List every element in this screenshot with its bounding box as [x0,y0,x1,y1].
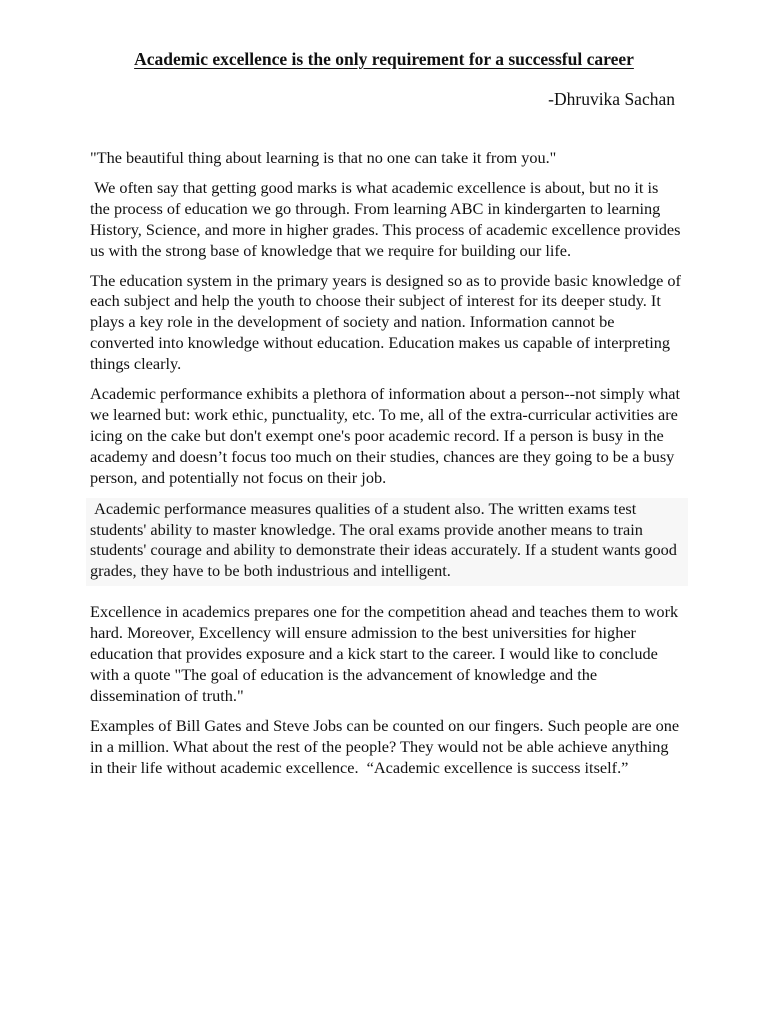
opening-quote: "The beautiful thing about learning is that no one can take it from you." [90,148,557,167]
paragraph-highlighted: Academic performance measures qualities of a student also. The written exams test students' ability to master knowledge. The oral exams provide another means to train students' courage and ability to demonstrate their ideas accurately. If a student wants good grades, they have to be both industrious and intelligent. [86,498,688,587]
author-byline: -Dhruvika Sachan [548,89,675,109]
paragraph: Excellence in academics prepares one for the competition ahead and teaches them to work hard. Moreover, Excellency will ensure admission to the best universities for higher education that provides exposure and a kick start to the career. I would like to conclude with a quote "The goal of education is the advancement of knowledge and the dissemination of truth." [90,602,679,705]
paragraph: We often say that getting good marks is what academic excellence is about, but no it is the process of education we go through. From learning ABC in kindergarten to learning History, Science, and more in higher grades. This process of academic excellence provides us with the strong base of knowledge that we require for building our life. [90,177,681,260]
paragraph: Academic performance exhibits a plethora of information about a person--not simply what we learned but: work ethic, punctuality, etc. To me, all of the extra-curricular activities are icing on the cake but don't exempt one's poor academic record. If a person is busy in the academy and doesn’t focus too much on their studies, chances are they going to be a busy person, and potentially not focus on their job. [90,384,681,487]
document-title: Academic excellence is the only requirement for a successful career [134,49,634,69]
paragraph: The education system in the primary years is designed so as to provide basic knowledge of each subject and help the youth to choose their subject of interest for its deeper study. It plays a key role in the development of society and nation. Information cannot be converted into knowledge without education. Education makes us capable of interpreting things clearly. [90,270,681,374]
document-body [90,148,682,787]
paragraph: Examples of Bill Gates and Steve Jobs can be counted on our fingers. Such people are one in a million. What about the rest of the people? They would not be able achieve anything in their life without academic excellence. “Academic excellence is success itself.” [90,715,680,777]
